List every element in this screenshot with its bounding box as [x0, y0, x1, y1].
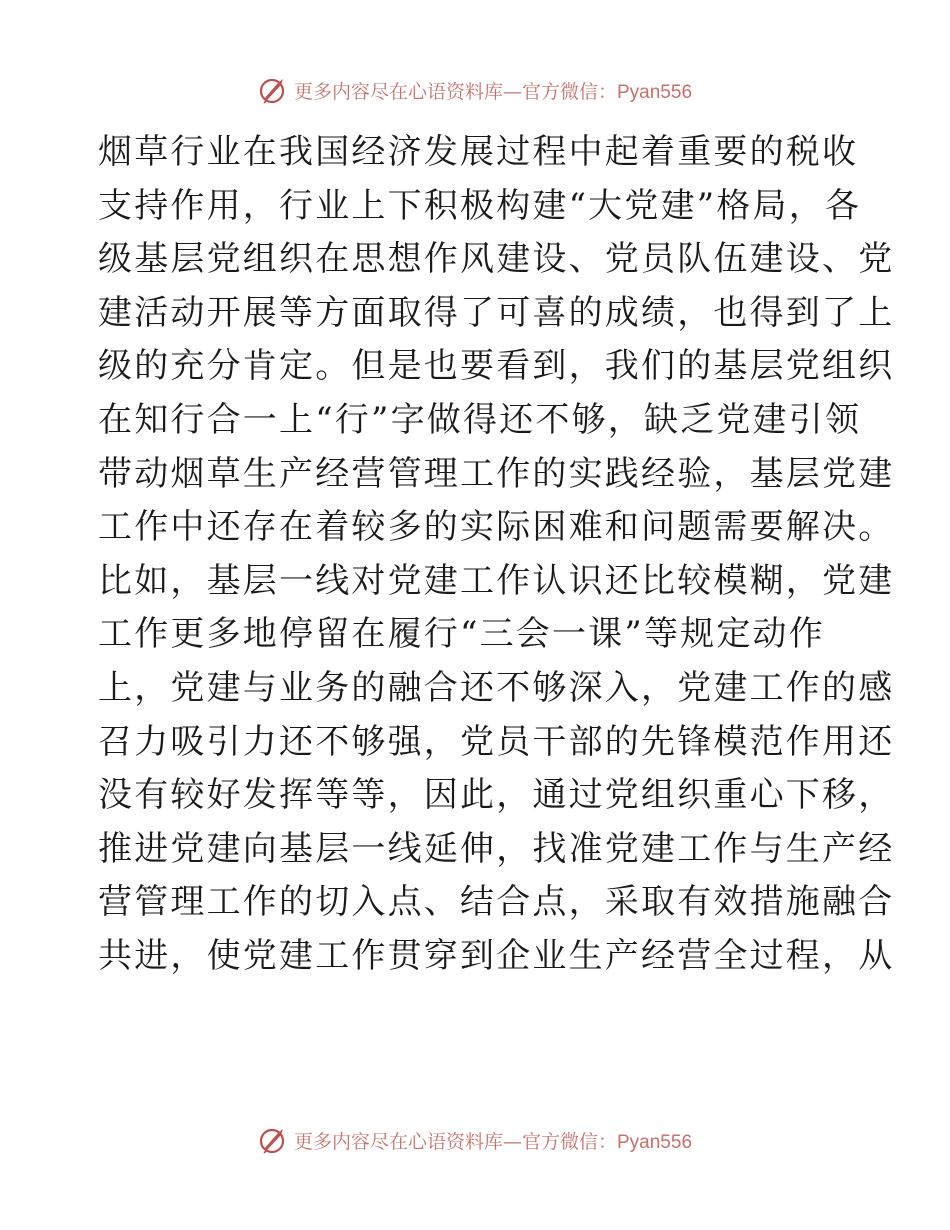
- body-line: 工作中还存在着较多的实际困难和问题需要解决。: [98, 507, 895, 548]
- body-line: 召力吸引力还不够强，党员干部的先锋模范作用还: [98, 721, 895, 762]
- body-line: 在知行合一上“行”字做得还不够，缺乏党建引领: [98, 399, 862, 440]
- body-line: 上，党建与业务的融合还不够深入，党建工作的感: [98, 667, 895, 708]
- body-line: 建活动开展等方面取得了可喜的成绩，也得到了上: [98, 292, 895, 333]
- body-line: 工作更多地停留在履行“三会一课”等规定动作: [98, 614, 825, 655]
- quill-pen-logo-icon: [258, 75, 288, 105]
- footer-text: 更多内容尽在心语资料库—官方微信：Pyan556: [293, 1130, 693, 1153]
- quill-pen-logo-icon: [258, 1125, 288, 1155]
- header-text: 更多内容尽在心语资料库—官方微信：Pyan556: [293, 80, 693, 103]
- footer-wechat-id: Pyan556: [617, 1131, 693, 1153]
- footer-banner: [0, 1120, 950, 1160]
- body-line: 级的充分肯定。但是也要看到，我们的基层党组织: [98, 346, 895, 387]
- header-wechat-id: Pyan556: [617, 81, 693, 103]
- body-line: 推进党建向基层一线延伸，找准党建工作与生产经: [98, 828, 895, 869]
- body-line: 支持作用，行业上下积极构建“大党建”格局，各: [98, 185, 862, 226]
- body-line: 带动烟草生产经营管理工作的实践经验，基层党建: [98, 453, 895, 494]
- body-line: 共进，使党建工作贯穿到企业生产经营全过程，从: [98, 935, 895, 976]
- body-line: 比如，基层一线对党建工作认识还比较模糊，党建: [98, 560, 895, 601]
- header-banner: [0, 70, 950, 110]
- body-line: 营管理工作的切入点、结合点，采取有效措施融合: [98, 882, 895, 923]
- body-line: 没有较好发挥等等，因此，通过党组织重心下移，: [98, 775, 895, 816]
- document-body: [98, 126, 895, 984]
- body-line: 烟草行业在我国经济发展过程中起着重要的税收: [98, 132, 859, 172]
- body-line: 级基层党组织在思想作风建设、党员队伍建设、党: [98, 239, 895, 280]
